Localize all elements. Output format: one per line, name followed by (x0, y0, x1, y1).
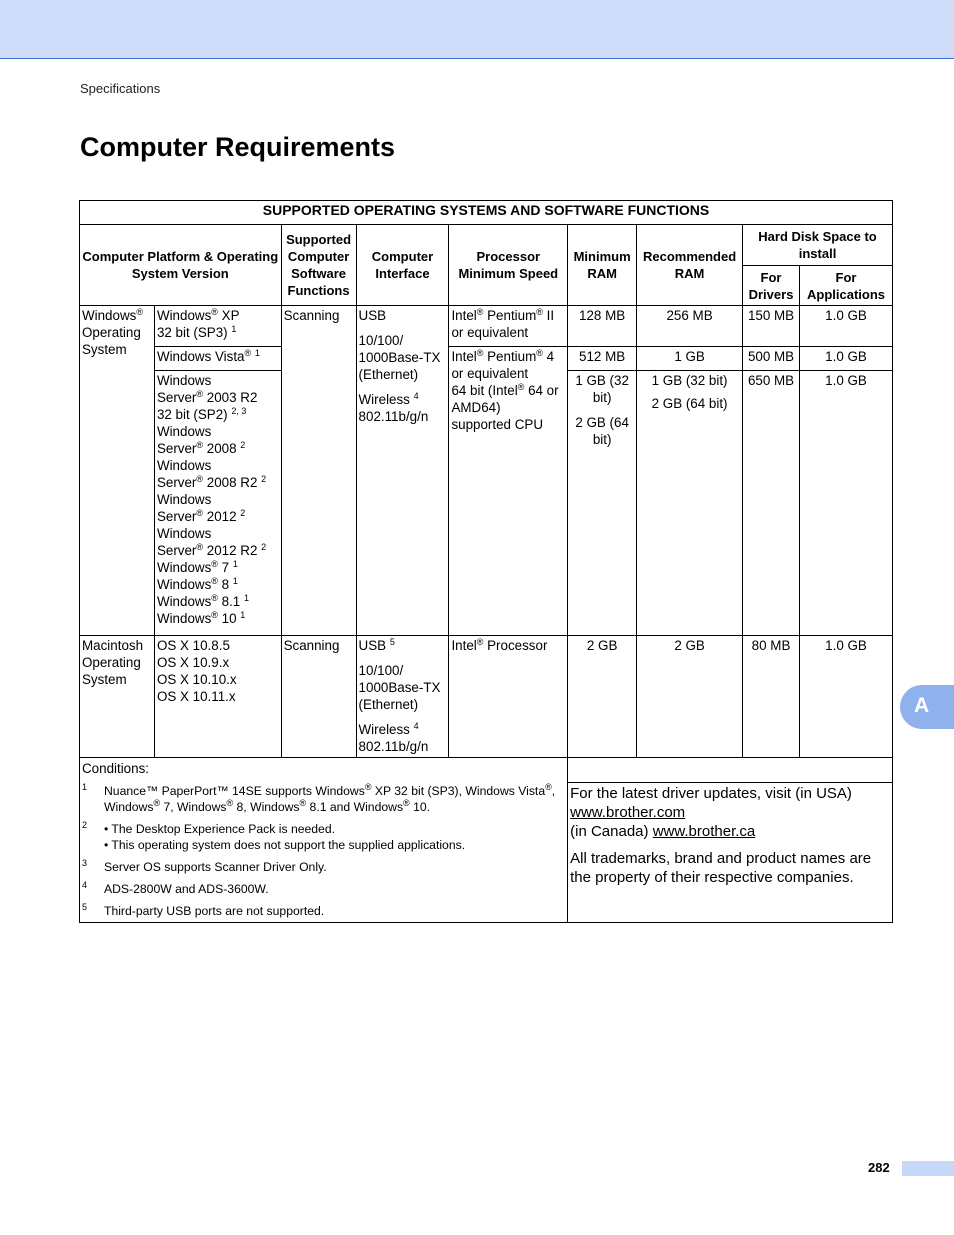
os-mac-list: OS X 10.8.5 OS X 10.9.x OS X 10.10.x OS X 10.11.x (154, 636, 281, 758)
cpu-mac: Intel® Processor (449, 636, 568, 758)
min-ram-xp: 128 MB (568, 306, 637, 347)
apps-xp: 1.0 GB (800, 306, 893, 347)
interface-mac: USB $^5$ 10/100/ 1000Base-TX (Ethernet) Wireless $^4$ 802.11b/g/n (356, 636, 449, 758)
cpu-windows-vista: Intel® Pentium® 4 or equivalent 64 bit (Intel® 64 or AMD64) supported CPU (449, 347, 568, 636)
min-ram-server: 1 GB (32 bit) 2 GB (64 bit) (568, 371, 637, 636)
header-interface: Computer Interface (356, 225, 449, 306)
note-cell (568, 783, 892, 901)
header-for-apps: For Applications (800, 266, 893, 306)
link-brother-ca[interactable]: www.brother.ca (652, 823, 756, 840)
header-rec-ram: Recommended RAM (637, 225, 743, 306)
apps-mac: 1.0 GB (800, 636, 893, 758)
page-number: 282 (868, 1160, 890, 1175)
requirements-table (79, 200, 893, 923)
functions-windows: Scanning (281, 306, 356, 636)
header-for-drivers: For Drivers (743, 266, 800, 306)
apps-vista: 1.0 GB (800, 347, 893, 371)
header-band (0, 0, 954, 59)
min-ram-mac: 2 GB (568, 636, 637, 758)
drivers-xp: 150 MB (743, 306, 800, 347)
min-ram-vista: 512 MB (568, 347, 637, 371)
rec-ram-mac: 2 GB (637, 636, 743, 758)
header-processor: Processor Minimum Speed (449, 225, 568, 306)
conditions-label: Conditions: (82, 761, 149, 776)
rec-ram-vista: 1 GB (637, 347, 743, 371)
driver-updates-note: For the latest driver updates, visit (in USA) www.brother.com (in Canada) www.brother.ca (570, 785, 852, 840)
interface-windows: USB 10/100/ 1000Base-TX (Ethernet) Wireless $^4$ 802.11b/g/n (356, 306, 449, 636)
drivers-vista: 500 MB (743, 347, 800, 371)
header-functions: Supported Computer Software Functions (281, 225, 356, 306)
drivers-server: 650 MB (743, 371, 800, 636)
cpu-windows-xp: Intel® Pentium® II or equivalent (449, 306, 568, 347)
footnote-5: 5 Third-party USB ports are not supported. (82, 902, 325, 918)
rec-ram-server: 1 GB (32 bit) 2 GB (64 bit) (637, 371, 743, 636)
footnote-1: 1 Nuance™ PaperPort™ 14SE supports Windows® XP 32 bit (SP3), Windows Vista®, Windows® 7, Windows® 8, Windows® 8.1 and Windows® 10. (82, 782, 556, 814)
page-title: Computer Requirements (80, 132, 396, 162)
note-wrapper (568, 758, 893, 923)
functions-mac: Scanning (281, 636, 356, 758)
footnote-3: 3 Server OS supports Scanner Driver Only. (82, 858, 327, 874)
note-spacer (567, 758, 892, 783)
apps-server: 1.0 GB (800, 371, 893, 636)
footnote-4: 4 ADS-2800W and ADS-3600W. (82, 880, 269, 896)
link-brother-com[interactable]: www.brother.com (570, 804, 686, 821)
platform-windows: Windows® Operating System (80, 306, 155, 636)
os-windows-server-list: Windows Server® 2003 R2 32 bit (SP2) $^{2, 3}$ Windows Server® 2008 $^2$ Windows Server® 2008 R2 $^2$ Windows Server® 2012 $^2$ Windows Server® 2012 R2 $^2$ Windows® 7 $^1$ Windows® 8 $^1$ Windows® 8.1 $^1$ Windows® 10 $^1$ (154, 371, 281, 636)
header-min-ram: Minimum RAM (568, 225, 637, 306)
conditions-cell (80, 758, 568, 923)
os-windows-vista: Windows Vista® $^1$ (154, 347, 281, 371)
table-title: SUPPORTED OPERATING SYSTEMS AND SOFTWARE FUNCTIONS (80, 201, 893, 225)
header-platform: Computer Platform & Operating System Version (80, 225, 282, 306)
os-windows-xp: Windows® XP 32 bit (SP3) $^1$ (154, 306, 281, 347)
page-bar (902, 1161, 954, 1176)
platform-mac: Macintosh Operating System (80, 636, 155, 758)
appendix-tab[interactable]: A (900, 685, 954, 729)
rec-ram-xp: 256 MB (637, 306, 743, 347)
section-label: Specifications (80, 81, 161, 96)
drivers-mac: 80 MB (743, 636, 800, 758)
header-hdd: Hard Disk Space to install (743, 225, 893, 266)
trademarks-note: All trademarks, brand and product names are the property of their respective companies. (570, 850, 872, 886)
footnote-2: 2 • The Desktop Experience Pack is needed. • This operating system does not support the supplied applications. (82, 820, 466, 852)
